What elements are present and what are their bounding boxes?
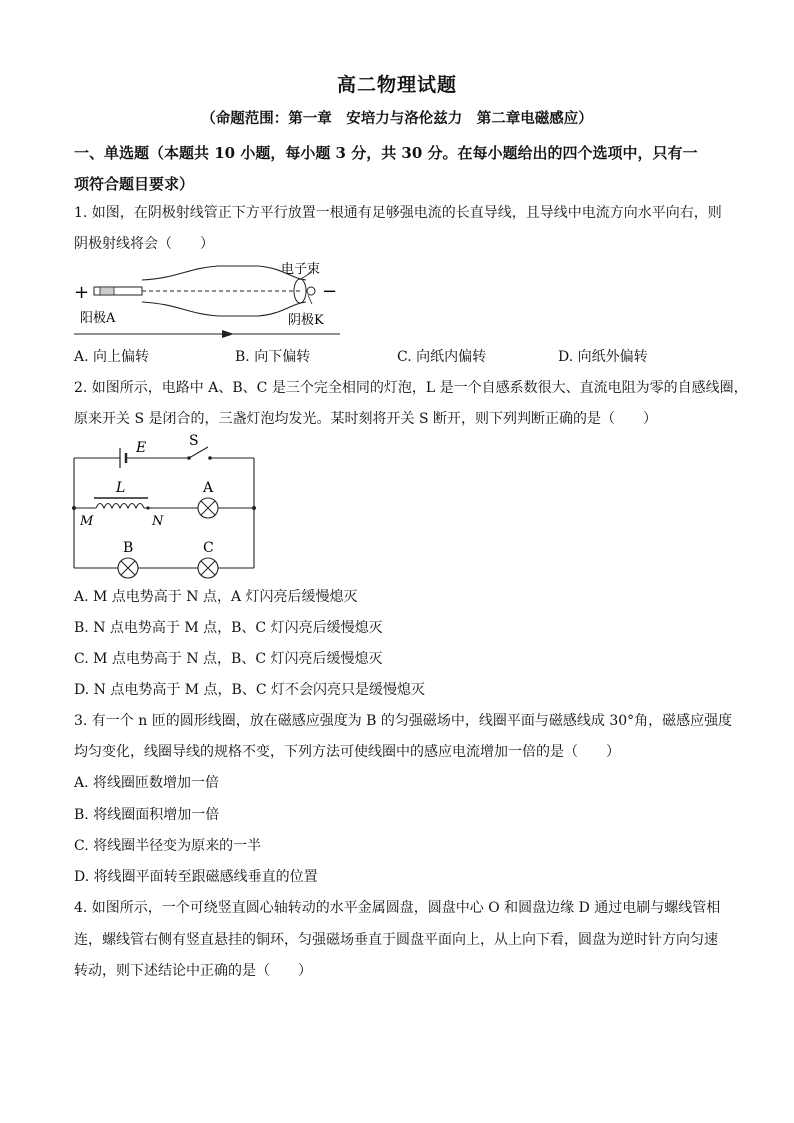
q1-plus-sign: +	[74, 282, 90, 303]
q1-option-c[interactable]: C. 向纸内偏转	[397, 349, 487, 365]
q1-current-arrow	[222, 330, 234, 338]
q3-stem-line-1: 3. 有一个 n 匝的圆形线圈，放在磁感应强度为 B 的匀强磁场中，线圈平面与磁感线成 30°角，磁感应强度	[74, 713, 733, 729]
q2-option-d[interactable]: D. N 点电势高于 M 点，B、C 灯不会闪亮只是缓慢熄灭	[74, 682, 426, 698]
q3-option-a[interactable]: A. 将线圈匝数增加一倍	[74, 775, 220, 791]
q3-stem-line-2: 均匀变化，线圈导线的规格不变，下列方法可使线圈中的感应电流增加一倍的是（ ）	[74, 744, 620, 760]
q1-tube-lower-outline	[142, 302, 306, 316]
q1-stem-line-2: 阴极射线将会（ ）	[74, 236, 214, 252]
page-title: 高二物理试题	[336, 74, 457, 96]
q1-cathode-label-leader	[308, 295, 312, 304]
q2-node-m	[72, 506, 76, 510]
q2-node-n	[146, 506, 149, 509]
q2-node-right	[252, 506, 256, 510]
section-heading	[74, 138, 724, 200]
q2-label-m: M	[80, 514, 94, 529]
q2-label-c: C	[203, 540, 214, 556]
q1-anode-label: 阳极A	[80, 311, 116, 326]
q2-stem-line-1: 2. 如图所示，电路中 A、B、C 是三个完全相同的灯泡，L 是一个自感系数很大、直流电阻为零的自感线圈，	[74, 380, 748, 396]
q1-option-a[interactable]: A. 向上偏转	[74, 349, 150, 365]
q2-option-b[interactable]: B. N 点电势高于 M 点，B、C 灯闪亮后缓慢熄灭	[74, 620, 383, 636]
q2-label-b: B	[123, 540, 134, 556]
q2-label-a: A	[203, 480, 214, 496]
q1-stem-line-1: 1. 如图，在阴极射线管正下方平行放置一根通有足够强电流的长直导线，且导线中电流方向水平向右，则	[74, 205, 722, 221]
q4-stem-line-1: 4. 如图所示，一个可绕竖直圆心轴转动的水平金属圆盘，圆盘中心 O 和圆盘边缘 D 通过电刷与螺线管相	[74, 900, 721, 916]
q1-option-d[interactable]: D. 向纸外偏转	[558, 349, 648, 365]
q1-minus-sign: −	[322, 281, 338, 302]
q1-cathode-label: 阴极K	[288, 313, 324, 328]
section-heading-line-2: 项符合题目要求）	[74, 175, 195, 193]
q2-label-n: N	[152, 514, 164, 529]
q2-option-c[interactable]: C. M 点电势高于 N 点，B、C 灯闪亮后缓慢熄灭	[74, 651, 383, 667]
q3-option-d[interactable]: D. 将线圈平面转至跟磁感线垂直的位置	[74, 869, 318, 885]
q2-option-a[interactable]: A. M 点电势高于 N 点，A 灯闪亮后缓慢熄灭	[74, 589, 358, 605]
q1-option-b[interactable]: B. 向下偏转	[235, 349, 311, 365]
q2-label-s: S	[189, 434, 199, 449]
q4-stem-line-3: 转动，则下述结论中正确的是（ ）	[74, 963, 312, 979]
exam-scope: （命题范围：第一章 安培力与洛伦兹力 第二章电磁感应）	[201, 110, 593, 127]
q1-cathode-electrode	[307, 287, 315, 295]
section-heading-line-1: 一、单选题（本题共 10 小题，每小题 3 分，共 30 分。在每小题给出的四个选项中，只有一	[74, 144, 698, 162]
q3-option-c[interactable]: C. 将线圈半径变为原来的一半	[74, 838, 262, 854]
q4-stem-line-2: 连，螺线管右侧有竖直悬挂的铜环，匀强磁场垂直于圆盘平面向上，从上向下看，圆盘为逆时针方向匀速	[74, 932, 718, 948]
q1-beam-label: 电子束	[281, 262, 321, 277]
q2-label-l: L	[116, 480, 126, 496]
q2-stem-line-2: 原来开关 S 是闭合的，三盏灯泡均发光。某时刻将开关 S 断开，则下列判断正确的是（ ）	[74, 411, 657, 427]
q1-cathode-ray-tube-figure	[68, 258, 348, 342]
q2-label-e: E	[136, 440, 147, 456]
q1-anode-tip	[100, 287, 114, 295]
q2-circuit-figure	[68, 434, 268, 584]
q3-option-b[interactable]: B. 将线圈面积增加一倍	[74, 807, 220, 823]
q2-inductor-coil	[96, 504, 144, 509]
